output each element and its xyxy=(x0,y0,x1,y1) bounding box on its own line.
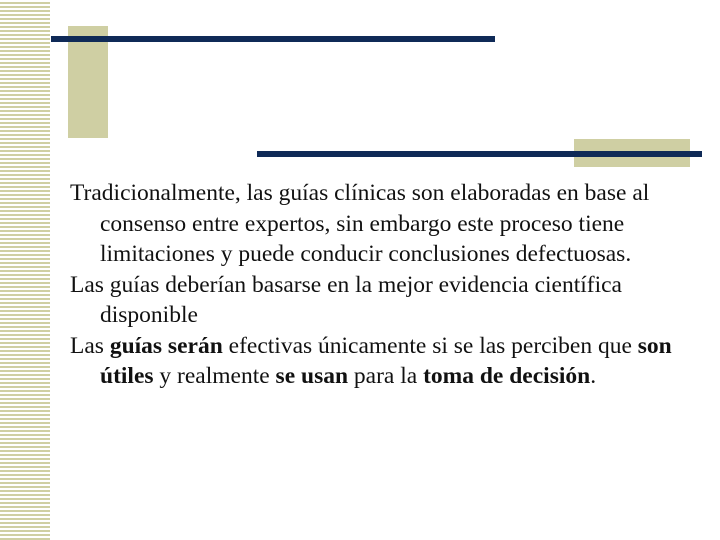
paragraph-3-run-7: para la xyxy=(348,363,424,389)
emphasis-toma-de-decision: toma de decisión xyxy=(423,363,591,389)
emphasis-guias-seran: guías serán xyxy=(109,332,223,359)
paragraph-1 xyxy=(70,178,700,270)
slide-body xyxy=(70,178,700,392)
paragraph-3-run-3: efectivas únicamente si se las perciben que xyxy=(222,332,638,359)
title-bar-bottom xyxy=(257,151,702,157)
paragraph-3-run-5: y realmente xyxy=(153,363,276,389)
striped-margin-decoration xyxy=(0,0,50,540)
paragraph-3 xyxy=(70,331,700,392)
title-bar-top xyxy=(51,36,495,42)
paragraph-2 xyxy=(70,270,700,331)
paragraph-3-run-9: . xyxy=(590,363,597,389)
emphasis-son-utiles: son útiles xyxy=(100,332,672,389)
emphasis-se-usan: se usan xyxy=(275,363,349,389)
paragraph-1-text: Tradicionalmente, las guías clínicas son elaboradas en base al consenso entre expertos, sin embargo este proceso tiene limitaciones y puede conducir conclusiones defectuosas. xyxy=(70,180,650,267)
decor-block-top-left xyxy=(68,26,108,138)
paragraph-3-run-1: Las xyxy=(70,332,110,359)
paragraph-2-text: Las guías deberían basarse en la mejor evidencia científica disponible xyxy=(70,271,622,328)
